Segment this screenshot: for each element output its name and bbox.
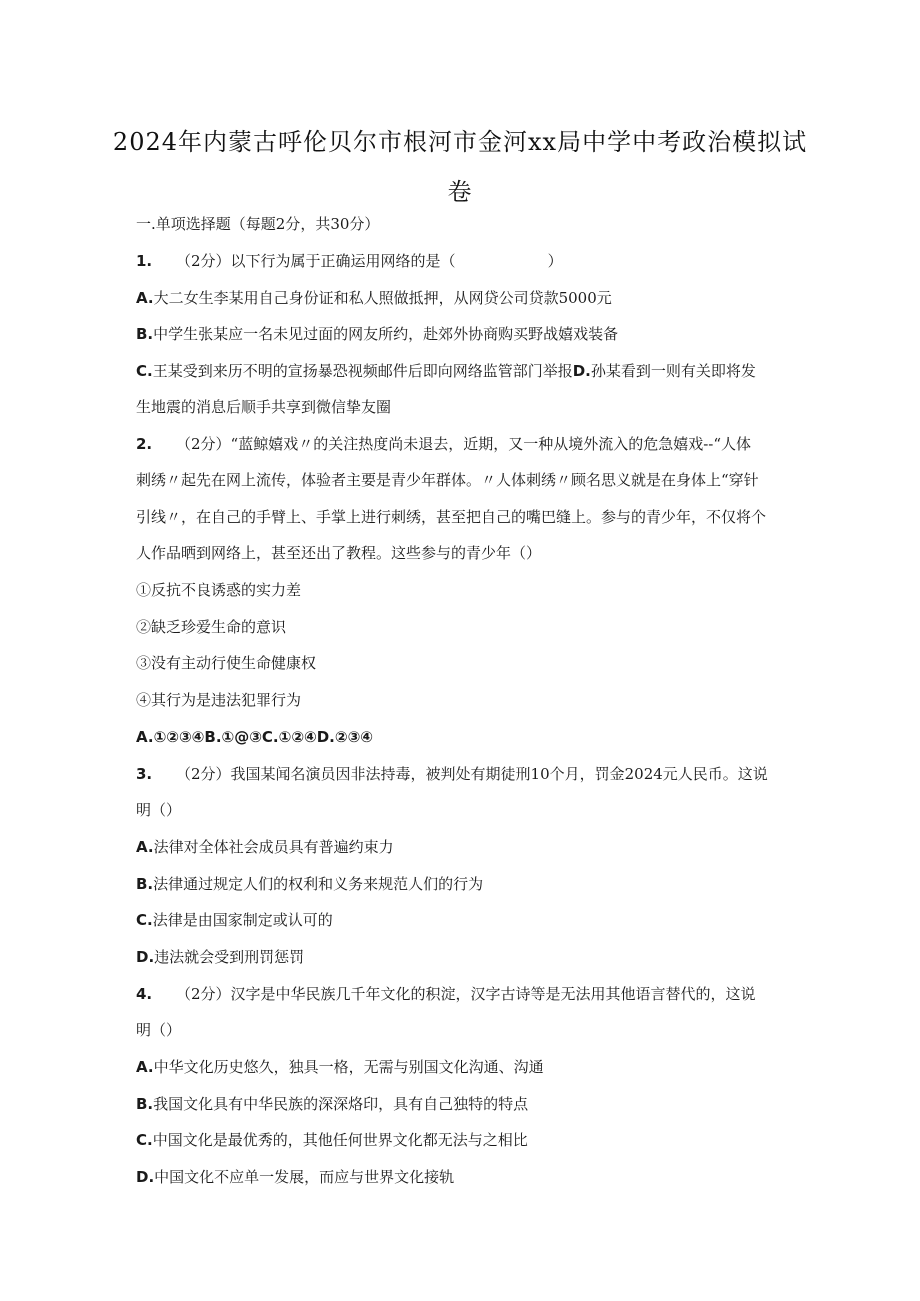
option-a-label: A. [136, 289, 154, 307]
option-c-text: 法律是由国家制定或认可的 [152, 911, 333, 929]
question-1-option-b [136, 324, 786, 344]
question-3-text-2: 明（） [136, 801, 182, 819]
question-3-text-1: 我国某闻名演员因非法持毒，被判处有期徒刑10个月，罚金2024元人民币。这说 [230, 765, 768, 783]
question-1-number: 1. [136, 252, 153, 270]
question-1-score: （2分） [176, 252, 231, 270]
question-3-option-d [136, 947, 786, 967]
question-4-text-2: 明（） [136, 1021, 182, 1039]
question-2-options: A.①②③④B.①@③C.①②④D.②③④ [136, 728, 373, 746]
question-1-stem [136, 251, 786, 271]
question-1-close-paren: ） [547, 252, 563, 270]
option-c-text: 王某受到来历不明的宣扬暴恐视频邮件后即向网络监管部门举报 [152, 362, 573, 380]
question-4-number: 4. [136, 985, 153, 1003]
question-4-option-d [136, 1167, 786, 1187]
option-d-text: 中国文化不应单一发展，而应与世界文化接轨 [154, 1168, 455, 1186]
question-1-text: 以下行为属于正确运用网络的是（ [230, 252, 456, 270]
question-3-stem [136, 764, 786, 784]
option-c-label: C. [136, 911, 153, 929]
option-a-label: A. [136, 838, 154, 856]
question-3-number: 3. [136, 765, 153, 783]
question-1-option-c-d [136, 361, 786, 381]
question-2-statement-4: ④其行为是违法犯罪行为 [136, 691, 302, 709]
question-3-option-b [136, 874, 786, 894]
option-b-text: 法律通过规定人们的权利和义务来规范人们的行为 [153, 875, 484, 893]
option-d-text: 违法就会受到刑罚惩罚 [154, 948, 305, 966]
option-b-text: 中学生张某应一名未见过面的网友所约，赴郊外协商购买野战嬉戏装备 [153, 325, 619, 343]
document-title-line2: 卷 [447, 178, 473, 206]
question-4-option-a [136, 1057, 786, 1077]
option-d-label: D. [572, 362, 591, 380]
question-2-text-4: 人作品晒到网络上，甚至还出了教程。这些参与的青少年（） [136, 544, 542, 562]
option-b-label: B. [136, 875, 154, 893]
option-a-text: 法律对全体社会成员具有普遍约束力 [153, 838, 394, 856]
option-b-label: B. [136, 325, 154, 343]
question-2-statement-3: ③没有主动行使生命健康权 [136, 654, 317, 672]
option-c-label: C. [136, 1131, 153, 1149]
option-b-label: B. [136, 1095, 154, 1113]
option-c-text: 中国文化是最优秀的，其他任何世界文化都无法与之相比 [152, 1131, 528, 1149]
question-4-score: （2分） [176, 985, 231, 1003]
option-a-text: 中华文化历史悠久，独具一格，无需与别国文化沟通、沟通 [153, 1058, 544, 1076]
question-2-number: 2. [136, 435, 153, 453]
option-a-text: 大二女生李某用自己身份证和私人照做抵押，从网贷公司贷款5000元 [153, 289, 612, 307]
question-1-option-d-cont: 生地震的消息后顺手共享到微信挚友圈 [136, 398, 392, 416]
question-2-statement-2: ②缺乏珍爱生命的意识 [136, 618, 287, 636]
document-title-line1: 2024年内蒙古呼伦贝尔市根河市金河xx局中学中考政治模拟试 [112, 128, 808, 156]
option-d-label: D. [136, 1168, 155, 1186]
question-3-option-c [136, 910, 786, 930]
option-d-text: 孙某看到一则有关即将发 [590, 362, 756, 380]
option-a-label: A. [136, 1058, 154, 1076]
option-c-label: C. [136, 362, 153, 380]
option-d-label: D. [136, 948, 155, 966]
question-2-text-1: “蓝鲸嬉戏〃的关注热度尚未退去，近期，又一种从境外流入的危急嬉戏--“人体 [230, 435, 752, 453]
section-heading: 一.单项选择题（每题2分，共30分） [136, 215, 380, 233]
question-2-text-2: 刺绣〃起先在网上流传，体验者主要是青少年群体。〃人体刺绣〃顾名思义就是在身体上“穿针 [136, 471, 759, 489]
question-4-option-c [136, 1130, 786, 1150]
question-2-statement-1: ①反抗不良诱惑的实力差 [136, 581, 302, 599]
question-3-score: （2分） [176, 765, 231, 783]
question-1-option-a [136, 288, 786, 308]
question-4-text-1: 汉字是中华民族几千年文化的积淀，汉字古诗等是无法用其他语言替代的，这说 [230, 985, 756, 1003]
question-2-score: （2分） [176, 435, 231, 453]
question-4-stem [136, 984, 786, 1004]
question-2-stem [136, 434, 786, 454]
question-4-option-b [136, 1094, 786, 1114]
option-b-text: 我国文化具有中华民族的深深烙印，具有自己独特的特点 [153, 1095, 529, 1113]
question-2-text-3: 引线〃，在自己的手臂上、手掌上进行刺绣，甚至把自己的嘴巴缝上。参与的青少年，不仅将个 [136, 508, 767, 526]
question-3-option-a [136, 837, 786, 857]
